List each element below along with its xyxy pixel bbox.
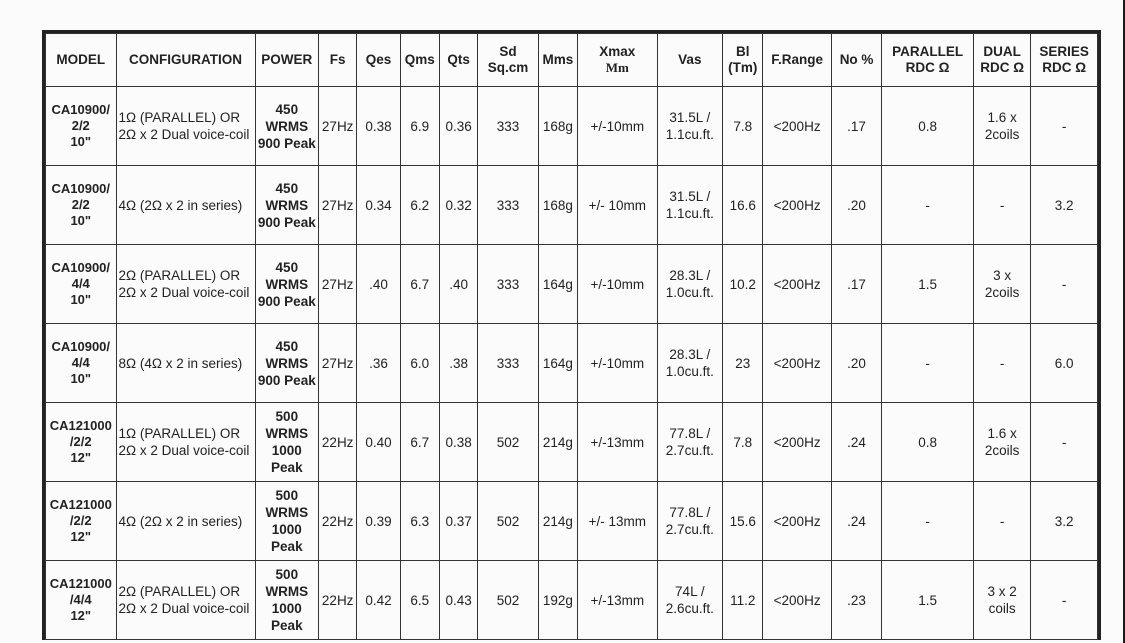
cell-series-rdc: 3.2 xyxy=(1031,166,1098,245)
cell-configuration-line: 2Ω (PARALLEL) OR xyxy=(118,268,241,283)
cell-configuration xyxy=(116,166,255,245)
cell-dual-rdc-line: 3 x xyxy=(993,268,1012,283)
header-no-percent-line: No % xyxy=(839,52,874,67)
cell-vas xyxy=(657,403,722,482)
cell-parallel-rdc: - xyxy=(882,324,974,403)
cell-vas-line: 77.8L / xyxy=(669,426,711,441)
cell-power-line: 1000 xyxy=(271,443,302,458)
cell-power-line: WRMS xyxy=(265,426,309,441)
header-fs-line: Fs xyxy=(329,52,346,67)
cell-xmax: +/-10mm xyxy=(577,245,657,324)
cell-vas-line: 2.6cu.ft. xyxy=(665,601,714,616)
cell-mms: 214g xyxy=(538,482,577,561)
cell-sd: 333 xyxy=(478,166,538,245)
cell-qms: 6.5 xyxy=(400,561,439,640)
cell-sd: 502 xyxy=(478,482,538,561)
cell-configuration xyxy=(116,245,255,324)
cell-vas-line: 31.5L / xyxy=(669,189,711,204)
cell-dual-rdc xyxy=(973,403,1030,482)
cell-configuration-line: 2Ω x 2 Dual voice-coil xyxy=(118,127,250,142)
cell-bl: 23 xyxy=(723,324,763,403)
header-parallel-rdc-line: PARALLEL xyxy=(892,44,964,59)
cell-model-line: CA10900/ xyxy=(51,260,111,275)
cell-power-line: WRMS xyxy=(265,584,309,599)
cell-parallel-rdc: 0.8 xyxy=(882,403,974,482)
cell-mms: 168g xyxy=(538,166,577,245)
cell-configuration-line: 1Ω (PARALLEL) OR xyxy=(118,110,241,125)
cell-fs: 22Hz xyxy=(319,403,357,482)
cell-fs: 22Hz xyxy=(319,561,357,640)
cell-dual-rdc-line: - xyxy=(999,513,1005,529)
cell-model xyxy=(46,166,117,245)
header-vas xyxy=(657,34,722,87)
cell-model xyxy=(46,482,117,561)
cell-vas xyxy=(657,324,722,403)
cell-f-range: <200Hz xyxy=(763,87,832,166)
cell-power-line: 900 Peak xyxy=(257,214,316,230)
header-qts xyxy=(439,34,477,87)
header-no-percent xyxy=(831,34,881,87)
cell-dual-rdc-line: 2coils xyxy=(984,127,1020,142)
cell-power xyxy=(255,324,318,403)
header-xmax xyxy=(577,34,657,87)
cell-model-line: 12" xyxy=(70,608,92,623)
cell-power-line: Peak xyxy=(271,618,303,633)
cell-bl: 10.2 xyxy=(723,245,763,324)
cell-vas xyxy=(657,166,722,245)
cell-bl: 7.8 xyxy=(723,87,763,166)
cell-qes: 0.34 xyxy=(357,166,400,245)
cell-series-rdc: - xyxy=(1031,403,1098,482)
cell-dual-rdc xyxy=(973,324,1030,403)
cell-model-line: 10" xyxy=(70,134,92,149)
header-model-line: MODEL xyxy=(56,52,106,67)
cell-configuration xyxy=(116,561,255,640)
cell-power-line: WRMS xyxy=(265,505,309,520)
cell-vas-line: 74L / xyxy=(675,584,705,599)
cell-no-percent: .20 xyxy=(831,166,881,245)
cell-qms: 6.0 xyxy=(400,324,439,403)
cell-mms: 214g xyxy=(538,403,577,482)
cell-model xyxy=(46,87,117,166)
cell-f-range: <200Hz xyxy=(763,324,832,403)
cell-dual-rdc xyxy=(973,87,1030,166)
cell-model-line: /2/2 xyxy=(69,434,92,449)
cell-power-line: 900 Peak xyxy=(257,135,316,151)
cell-parallel-rdc: - xyxy=(882,482,974,561)
cell-qts: .40 xyxy=(439,245,477,324)
cell-model-line: 4/4 xyxy=(71,355,90,370)
cell-no-percent: .24 xyxy=(831,403,881,482)
cell-series-rdc: - xyxy=(1031,245,1098,324)
cell-vas-line: 77.8L / xyxy=(669,505,711,520)
cell-fs: 22Hz xyxy=(319,482,357,561)
cell-power-line: WRMS xyxy=(265,118,309,134)
cell-series-rdc: - xyxy=(1031,87,1098,166)
cell-vas-line: 31.5L / xyxy=(669,110,711,125)
cell-power-line: 500 xyxy=(275,409,299,424)
table-row xyxy=(46,87,1098,166)
cell-configuration-line: 4Ω (2Ω x 2 in series) xyxy=(118,513,243,529)
header-bl-line: Bl xyxy=(735,44,750,59)
cell-xmax: +/-10mm xyxy=(577,87,657,166)
spec-table-frame xyxy=(42,30,1101,640)
cell-model xyxy=(46,245,117,324)
cell-bl: 7.8 xyxy=(723,403,763,482)
cell-power-line: 1000 xyxy=(271,522,302,537)
cell-power-line: 450 xyxy=(275,180,299,196)
speaker-spec-table xyxy=(45,33,1098,640)
cell-power xyxy=(255,87,318,166)
cell-model xyxy=(46,561,117,640)
header-qts-line: Qts xyxy=(447,52,470,67)
table-row xyxy=(46,482,1098,561)
cell-no-percent: .17 xyxy=(831,87,881,166)
cell-configuration-line: 2Ω x 2 Dual voice-coil xyxy=(118,443,250,458)
cell-no-percent: .17 xyxy=(831,245,881,324)
header-power xyxy=(255,34,318,87)
cell-model-line: 12" xyxy=(70,529,92,544)
cell-parallel-rdc: 1.5 xyxy=(882,561,974,640)
cell-series-rdc: - xyxy=(1031,561,1098,640)
cell-xmax: +/- 10mm xyxy=(577,166,657,245)
cell-qes: .36 xyxy=(357,324,400,403)
cell-model-line: 10" xyxy=(70,371,92,386)
cell-power-line: WRMS xyxy=(265,197,309,213)
cell-power-line: WRMS xyxy=(265,276,309,292)
header-bl-line: (Tm) xyxy=(728,60,758,75)
cell-mms: 192g xyxy=(538,561,577,640)
cell-model-line: CA10900/ xyxy=(51,181,111,196)
cell-vas-line: 1.1cu.ft. xyxy=(665,206,714,221)
header-qms-line: Qms xyxy=(404,52,435,67)
cell-power-line: 500 xyxy=(275,567,299,582)
header-series-rdc-line: SERIES xyxy=(1039,44,1089,59)
cell-qms: 6.3 xyxy=(400,482,439,561)
cell-bl: 11.2 xyxy=(723,561,763,640)
cell-sd: 502 xyxy=(478,403,538,482)
header-dual-rdc-line: RDC Ω xyxy=(980,60,1025,75)
cell-qts: 0.36 xyxy=(439,87,477,166)
cell-dual-rdc-line: 2coils xyxy=(984,285,1020,300)
cell-qes: .40 xyxy=(357,245,400,324)
cell-series-rdc: 3.2 xyxy=(1031,482,1098,561)
cell-parallel-rdc: 1.5 xyxy=(882,245,974,324)
table-row xyxy=(46,245,1098,324)
cell-qts: 0.38 xyxy=(439,403,477,482)
header-f-range xyxy=(763,34,832,87)
header-sd xyxy=(478,34,538,87)
cell-vas-line: 1.1cu.ft. xyxy=(665,127,714,142)
cell-vas-line: 1.0cu.ft. xyxy=(665,285,714,300)
cell-configuration-line: 4Ω (2Ω x 2 in series) xyxy=(118,197,243,213)
header-bl xyxy=(723,34,763,87)
cell-dual-rdc-line: 1.6 x xyxy=(987,426,1017,441)
cell-no-percent: .20 xyxy=(831,324,881,403)
cell-fs: 27Hz xyxy=(319,324,357,403)
cell-power-line: 500 xyxy=(275,488,299,503)
table-row xyxy=(46,403,1098,482)
cell-configuration-line: 8Ω (4Ω x 2 in series) xyxy=(118,355,243,371)
cell-vas-line: 28.3L / xyxy=(669,347,711,362)
cell-qms: 6.7 xyxy=(400,245,439,324)
table-header xyxy=(46,34,1098,87)
cell-bl: 15.6 xyxy=(723,482,763,561)
cell-dual-rdc-line: - xyxy=(999,355,1005,371)
cell-power xyxy=(255,403,318,482)
cell-vas xyxy=(657,482,722,561)
cell-vas-line: 2.7cu.ft. xyxy=(665,522,714,537)
cell-model-line: /2/2 xyxy=(69,513,92,528)
cell-no-percent: .23 xyxy=(831,561,881,640)
cell-dual-rdc xyxy=(973,166,1030,245)
cell-configuration xyxy=(116,324,255,403)
cell-model-line: 10" xyxy=(70,213,92,228)
cell-xmax: +/-13mm xyxy=(577,403,657,482)
cell-power-line: Peak xyxy=(271,539,303,554)
cell-dual-rdc-line: 1.6 x xyxy=(987,110,1017,125)
cell-configuration-line: 1Ω (PARALLEL) OR xyxy=(118,426,241,441)
header-fs xyxy=(319,34,357,87)
cell-model-line: 10" xyxy=(70,292,92,307)
cell-sd: 333 xyxy=(478,245,538,324)
cell-dual-rdc xyxy=(973,245,1030,324)
header-mms-line: Mms xyxy=(542,52,574,67)
cell-fs: 27Hz xyxy=(319,245,357,324)
cell-model-line: /4/4 xyxy=(69,592,92,607)
cell-mms: 164g xyxy=(538,245,577,324)
header-mms xyxy=(538,34,577,87)
cell-dual-rdc-line: coils xyxy=(988,601,1016,616)
cell-configuration-line: 2Ω (PARALLEL) OR xyxy=(118,584,241,599)
cell-qms: 6.7 xyxy=(400,403,439,482)
cell-model-line: CA121000 xyxy=(49,497,112,512)
cell-configuration xyxy=(116,482,255,561)
cell-vas-line: 2.7cu.ft. xyxy=(665,443,714,458)
cell-model-line: CA121000 xyxy=(49,418,112,433)
cell-power-line: 900 Peak xyxy=(257,293,316,309)
cell-f-range: <200Hz xyxy=(763,166,832,245)
header-sd-line: Sd xyxy=(499,44,517,59)
cell-f-range: <200Hz xyxy=(763,482,832,561)
cell-xmax: +/- 13mm xyxy=(577,482,657,561)
cell-power xyxy=(255,166,318,245)
table-row xyxy=(46,324,1098,403)
header-configuration-line: CONFIGURATION xyxy=(129,52,243,67)
cell-qts: 0.32 xyxy=(439,166,477,245)
cell-power-line: 450 xyxy=(275,259,299,275)
cell-fs: 27Hz xyxy=(319,87,357,166)
cell-qes: 0.40 xyxy=(357,403,400,482)
cell-model-line: 4/4 xyxy=(71,276,90,291)
header-qms xyxy=(400,34,439,87)
header-f-range-line: F.Range xyxy=(771,52,823,67)
cell-configuration-line: 2Ω x 2 Dual voice-coil xyxy=(118,601,250,616)
header-qes xyxy=(357,34,400,87)
cell-no-percent: .24 xyxy=(831,482,881,561)
cell-model-line: CA10900/ xyxy=(51,339,111,354)
cell-dual-rdc-line: 3 x 2 xyxy=(987,584,1017,599)
cell-f-range: <200Hz xyxy=(763,561,832,640)
cell-series-rdc: 6.0 xyxy=(1031,324,1098,403)
cell-vas xyxy=(657,87,722,166)
header-parallel-rdc xyxy=(882,34,974,87)
header-sd-line: Sq.cm xyxy=(487,60,529,75)
table-row xyxy=(46,561,1098,640)
cell-sd: 333 xyxy=(478,324,538,403)
cell-f-range: <200Hz xyxy=(763,245,832,324)
cell-power-line: WRMS xyxy=(265,355,309,371)
cell-model-line: CA10900/ xyxy=(51,102,111,117)
cell-model xyxy=(46,324,117,403)
cell-bl: 16.6 xyxy=(723,166,763,245)
cell-vas-line: 28.3L / xyxy=(669,268,711,283)
cell-sd: 333 xyxy=(478,87,538,166)
header-model xyxy=(46,34,117,87)
cell-dual-rdc xyxy=(973,482,1030,561)
header-vas-line: Vas xyxy=(678,52,702,67)
cell-qes: 0.42 xyxy=(357,561,400,640)
header-xmax-line: Mm xyxy=(605,60,629,75)
cell-power-line: Peak xyxy=(271,460,303,475)
header-xmax-line: Xmax xyxy=(599,44,636,59)
cell-qes: 0.39 xyxy=(357,482,400,561)
table-row xyxy=(46,166,1098,245)
table-body xyxy=(46,87,1098,640)
cell-model-line: 2/2 xyxy=(71,197,90,212)
cell-power-line: 1000 xyxy=(271,601,302,616)
cell-dual-rdc-line: - xyxy=(999,197,1005,213)
header-dual-rdc-line: DUAL xyxy=(983,44,1021,59)
cell-f-range: <200Hz xyxy=(763,403,832,482)
cell-configuration xyxy=(116,87,255,166)
cell-power xyxy=(255,561,318,640)
header-dual-rdc xyxy=(973,34,1030,87)
cell-parallel-rdc: 0.8 xyxy=(882,87,974,166)
header-power-line: POWER xyxy=(261,52,313,67)
cell-power xyxy=(255,245,318,324)
cell-qts: .38 xyxy=(439,324,477,403)
cell-parallel-rdc: - xyxy=(882,166,974,245)
cell-model xyxy=(46,403,117,482)
header-series-rdc-line: RDC Ω xyxy=(1042,60,1087,75)
cell-mms: 168g xyxy=(538,87,577,166)
cell-power-line: 450 xyxy=(275,338,299,354)
cell-power-line: 900 Peak xyxy=(257,372,316,388)
cell-dual-rdc-line: 2coils xyxy=(984,443,1020,458)
cell-power-line: 450 xyxy=(275,101,299,117)
header-configuration xyxy=(116,34,255,87)
cell-qes: 0.38 xyxy=(357,87,400,166)
cell-dual-rdc xyxy=(973,561,1030,640)
cell-vas-line: 1.0cu.ft. xyxy=(665,364,714,379)
cell-qts: 0.37 xyxy=(439,482,477,561)
cell-mms: 164g xyxy=(538,324,577,403)
cell-model-line: CA121000 xyxy=(49,576,112,591)
header-parallel-rdc-line: RDC Ω xyxy=(905,60,950,75)
cell-configuration xyxy=(116,403,255,482)
cell-vas xyxy=(657,245,722,324)
cell-fs: 27Hz xyxy=(319,166,357,245)
cell-model-line: 12" xyxy=(70,450,92,465)
header-row xyxy=(46,34,1098,87)
cell-model-line: 2/2 xyxy=(71,118,90,133)
cell-xmax: +/-13mm xyxy=(577,561,657,640)
cell-xmax: +/-10mm xyxy=(577,324,657,403)
cell-qts: 0.43 xyxy=(439,561,477,640)
cell-qms: 6.2 xyxy=(400,166,439,245)
header-series-rdc xyxy=(1031,34,1098,87)
cell-configuration-line: 2Ω x 2 Dual voice-coil xyxy=(118,285,250,300)
header-qes-line: Qes xyxy=(365,52,392,67)
cell-vas xyxy=(657,561,722,640)
cell-sd: 502 xyxy=(478,561,538,640)
cell-power xyxy=(255,482,318,561)
cell-qms: 6.9 xyxy=(400,87,439,166)
